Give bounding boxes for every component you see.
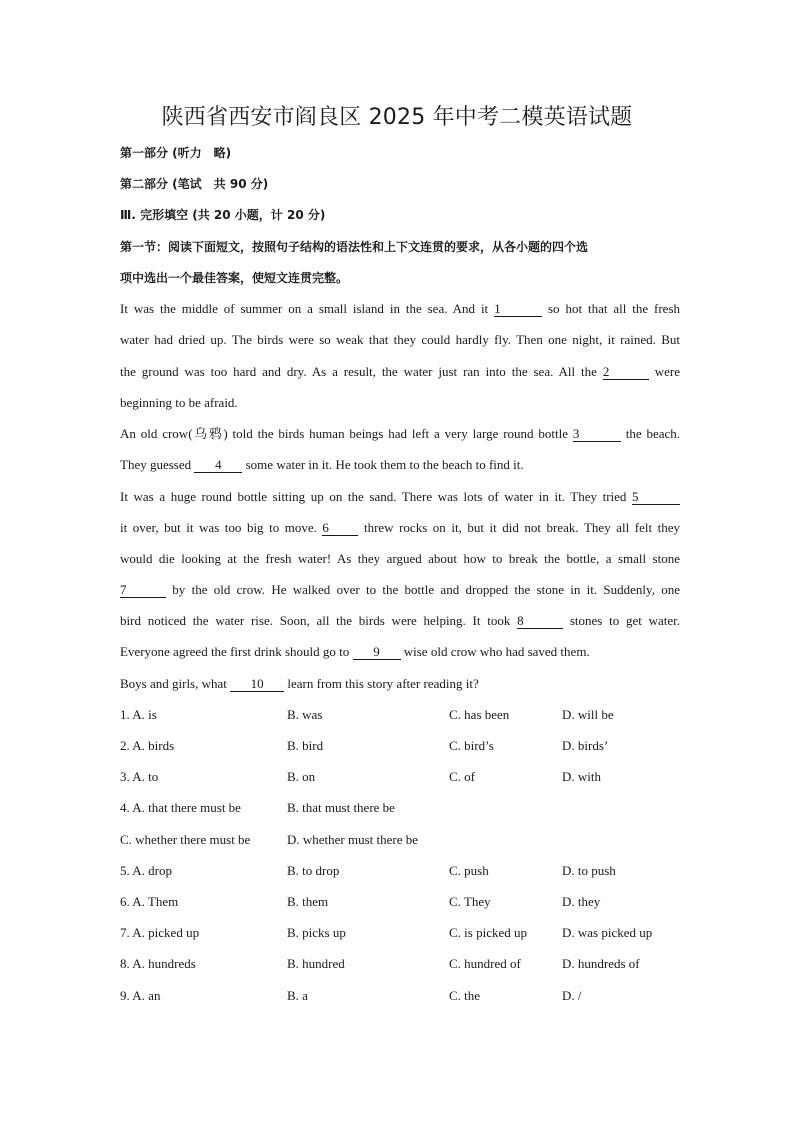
option-b: B. hundred: [287, 956, 345, 971]
option-c: C. push: [449, 863, 489, 878]
passage-text: were: [654, 364, 681, 379]
passage-text: so hot that all the fresh: [547, 301, 681, 316]
option-d: D. will be: [562, 707, 614, 722]
blank-8: 8: [517, 613, 563, 629]
option-a: 8. A. hundreds: [120, 956, 196, 971]
blank-1: 1: [494, 301, 542, 317]
option-c: C. hundred of: [449, 956, 521, 971]
option-d: D. with: [562, 769, 601, 784]
passage-text: by the old crow. He walked over to the bottle and dropped the stone in it. Suddenly, one: [172, 582, 681, 597]
option-d: D. birds’: [562, 738, 609, 753]
passage-text: some water in it. He took them to the beach to find it.: [245, 457, 524, 472]
option-a: 6. A. Them: [120, 894, 179, 909]
passage-text: They guessed: [120, 457, 192, 472]
passage-text: An old crow(乌鸦) told the birds human beings had left a very large round bottle: [120, 426, 568, 441]
passage-text: It was the middle of summer on a small island in the sea. And it: [120, 301, 489, 316]
option-c: C. whether there must be: [120, 832, 251, 847]
part-2-heading: 第二部分 (笔试 共 90 分): [120, 177, 269, 191]
option-c: C. the: [449, 988, 481, 1003]
option-b: B. bird: [287, 738, 324, 753]
option-c: C. of: [449, 769, 475, 784]
option-a: 2. A. birds: [120, 738, 175, 753]
page-title: 陕西省西安市阎良区 2025 年中考二模英语试题: [161, 105, 633, 130]
passage-line: [120, 674, 680, 694]
option-b: B. was: [287, 707, 323, 722]
part-1-heading: 第一部分 (听力 略): [120, 146, 232, 160]
option-b: B. picks up: [287, 925, 346, 940]
passage-line: would die looking at the fresh water! As they argued about how to break the bottle, a small stone: [120, 551, 680, 566]
passage-line: [120, 642, 680, 662]
blank-3: 3: [573, 426, 621, 442]
passage-line: [120, 580, 680, 600]
option-a: 3. A. to: [120, 769, 159, 784]
instruction-line-1: 第一节：阅读下面短文，按照句子结构的语法性和上下文连贯的要求，从各小题的四个选: [120, 240, 589, 254]
passage-line: [120, 455, 680, 475]
passage-line: [120, 487, 680, 507]
instruction-line-2: 项中选出一个最佳答案，使短文连贯完整。: [120, 271, 349, 285]
option-a: 4. A. that there must be: [120, 800, 241, 815]
passage-line: [120, 424, 680, 444]
option-c: C. is picked up: [449, 925, 527, 940]
passage-text: the beach.: [625, 426, 680, 441]
option-b: B. them: [287, 894, 329, 909]
passage-text: learn from this story after reading it?: [287, 676, 479, 691]
passage-line: beginning to be afraid.: [120, 395, 238, 410]
passage-line: [120, 299, 680, 319]
section-3-heading: Ⅲ. 完形填空 (共 20 小题，计 20 分): [120, 208, 326, 222]
passage-text: the ground was too hard and dry. As a result, the water just ran into the sea. All the: [120, 364, 597, 379]
passage-text: wise old crow who had saved them.: [403, 644, 590, 659]
blank-9: 9: [353, 644, 401, 660]
blank-10: 10: [230, 676, 284, 692]
option-c: C. has been: [449, 707, 510, 722]
blank-7: 7: [120, 582, 166, 598]
option-a: 1. A. is: [120, 707, 157, 722]
option-d: D. was picked up: [562, 925, 653, 940]
option-b: B. a: [287, 988, 308, 1003]
passage-line: [120, 611, 680, 631]
passage-line: water had dried up. The birds were so weak that they could hardly fly. Then one night, it rained. But: [120, 332, 680, 347]
blank-4: 4: [194, 457, 242, 473]
passage-text: Boys and girls, what: [120, 676, 227, 691]
option-b: B. that must there be: [287, 800, 395, 815]
passage-text: it over, but it was too big to move.: [120, 520, 317, 535]
option-b: B. to drop: [287, 863, 340, 878]
passage-line: [120, 518, 680, 538]
option-d: D. to push: [562, 863, 616, 878]
option-d: D. /: [562, 988, 582, 1003]
option-b: B. on: [287, 769, 316, 784]
passage-text: stones to get water.: [569, 613, 680, 628]
option-d: D. whether must there be: [287, 832, 419, 847]
blank-6: 6: [322, 520, 358, 536]
blank-2: 2: [603, 364, 649, 380]
option-a: 9. A. an: [120, 988, 161, 1003]
passage-text: Everyone agreed the first drink should go to: [120, 644, 350, 659]
blank-5: 5: [632, 489, 680, 505]
option-a: 7. A. picked up: [120, 925, 200, 940]
option-d: D. they: [562, 894, 601, 909]
option-a: 5. A. drop: [120, 863, 172, 878]
passage-text: bird noticed the water rise. Soon, all the birds were helping. It took: [120, 613, 511, 628]
passage-text: It was a huge round bottle sitting up on the sand. There was lots of water in it. They tried: [120, 489, 627, 504]
passage-line: [120, 362, 680, 382]
option-d: D. hundreds of: [562, 956, 640, 971]
option-c: C. They: [449, 894, 491, 909]
passage-text: threw rocks on it, but it did not break. They all felt they: [363, 520, 681, 535]
option-c: C. bird’s: [449, 738, 494, 753]
